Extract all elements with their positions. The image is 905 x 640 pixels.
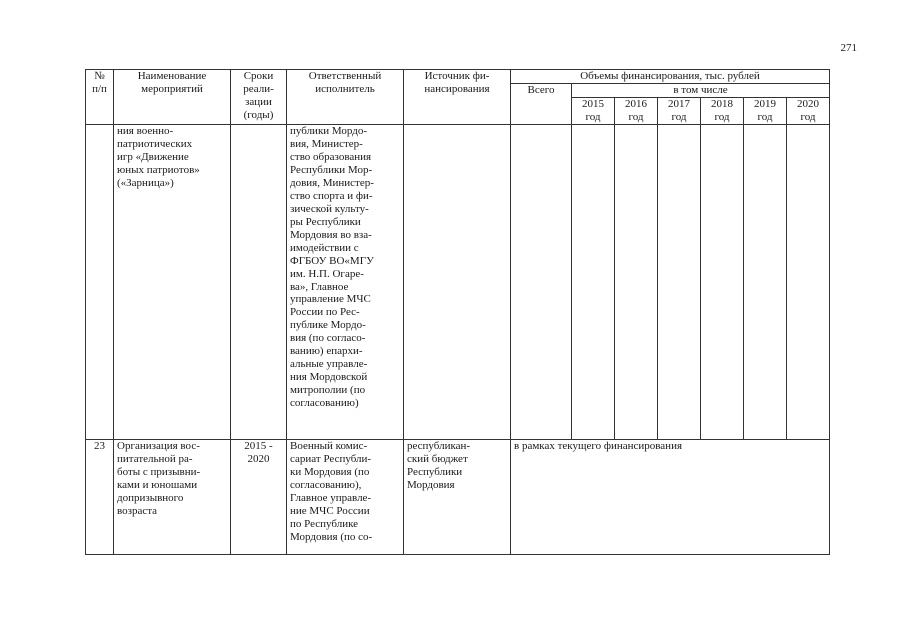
header-total: Всего: [511, 83, 572, 124]
cell-year: [658, 124, 701, 439]
header-name: Наименование мероприятий: [114, 70, 231, 125]
cell-year: [615, 124, 658, 439]
header-year: 2015 год: [572, 97, 615, 124]
header-executor: Ответственный исполнитель: [287, 70, 404, 125]
cell-source: республикан- ский бюджет Республики Мордовия: [404, 439, 511, 554]
cell-total: [511, 124, 572, 439]
cell-financing: в рамках текущего финансирования: [511, 439, 830, 554]
table-row-23: [86, 439, 830, 554]
header-year: 2020 год: [787, 97, 830, 124]
cell-year: [744, 124, 787, 439]
header-no: № п/п: [86, 70, 114, 125]
cell-source: [404, 124, 511, 439]
header-term: Сроки реали- зации (годы): [231, 70, 287, 125]
cell-year: [572, 124, 615, 439]
header-year: 2017 год: [658, 97, 701, 124]
header-row-1: [86, 70, 830, 84]
cell-year: [787, 124, 830, 439]
header-source: Источник фи- нансирования: [404, 70, 511, 125]
cell-name: Организация вос- питательной ра- боты с призывни- ками и юношами допризывного возраста: [114, 439, 231, 554]
header-year: 2018 год: [701, 97, 744, 124]
cell-no: 23: [86, 439, 114, 554]
page-number: 271: [840, 42, 857, 54]
cell-executor: Военный комис- сариат Республи- ки Мордовия (по согласованию), Главное управле- ние МЧС России по Республике Мордовия (по со-: [287, 439, 404, 554]
financing-table: [85, 69, 830, 555]
cell-name: ния военно- патриотических игр «Движение юных патриотов» («Зарница»): [114, 124, 231, 439]
cell-no: [86, 124, 114, 439]
header-including: в том числе: [572, 83, 830, 97]
cell-term: [231, 124, 287, 439]
cell-term: 2015 - 2020: [231, 439, 287, 554]
header-volume: Объемы финансирования, тыс. рублей: [511, 70, 830, 84]
header-year: 2019 год: [744, 97, 787, 124]
cell-executor: публики Мордо- вия, Министер- ство образования Республики Мор- довия, Министер- ство спорта и фи- зической культу- ры Республики Мордовия во вза- имодействии с ФГБОУ ВО«МГУ им. Н.П. Огаре- ва», Главное управление МЧС России по Рес- публике Мордо- вия (по согласо- ванию) епархи- альные управле- ния Мордовской митрополии (по согласованию): [287, 124, 404, 439]
table-row-continuation: [86, 124, 830, 439]
header-year: 2016 год: [615, 97, 658, 124]
cell-year: [701, 124, 744, 439]
